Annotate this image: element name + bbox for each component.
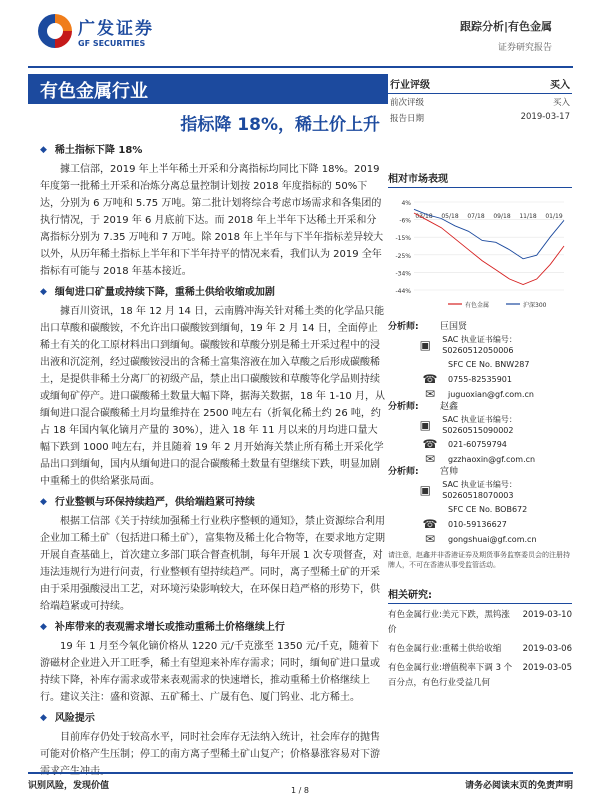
analyst-label: 分析师:	[388, 402, 419, 412]
section-heading: 风险提示	[54, 713, 95, 724]
paragraph: 根据工信部《关于持续加强稀土行业秩序整顿的通知》，禁止资源综合利用企业加工稀土矿（包括进口稀土矿），富集物及稀土化合物等，在要求地方定期开展自查基础上，首次建立多部门联合督查机制，每年开展 1 次专项督查，对违法违规行为进行问责，行业整顿有望持续趋严。同时，离子型稀土矿的开采由于采用强酸浸出工艺，对环境污染影响较大，在环保日趋严格的形势下，供给端趋紧或可持续。	[40, 516, 385, 612]
prev-rating-label: 前次评级	[390, 98, 425, 108]
y-tick-label: 4%	[401, 200, 411, 207]
section-3	[40, 494, 385, 615]
related-item[interactable]	[388, 642, 572, 657]
footer-disclaimer: 请务必阅读末页的免责声明	[464, 781, 573, 791]
section-heading: 补库带来的表观需求增长或推动重稀土价格继续上行	[54, 622, 285, 633]
section-2	[40, 284, 385, 490]
report-category: 跟踪分析|有色金属	[459, 20, 552, 33]
logo	[38, 14, 154, 48]
email-icon: ✉	[424, 451, 436, 466]
email-icon: ✉	[424, 386, 436, 401]
related-date: 2019-03-10	[522, 610, 572, 620]
section-4	[40, 619, 385, 706]
related-title[interactable]: 有色金属行业:重稀土供给收缩	[388, 644, 502, 654]
report-type: 证券研究报告	[497, 43, 552, 53]
analyst-email[interactable]: juguoxian@gf.com.cn	[448, 389, 534, 399]
prev-rating-row	[388, 94, 572, 110]
bullet-icon: ◆	[40, 287, 47, 297]
analyst-label: 分析师:	[388, 322, 419, 332]
footer-slogan: 识别风险，发现价值	[28, 781, 110, 791]
industry-banner: 有色金属行业	[28, 74, 388, 104]
analyst-name: 宫帅	[440, 467, 459, 477]
related-item[interactable]	[388, 661, 572, 691]
paragraph: 19 年 1 月至今氧化镝价格从 1220 元/千克涨至 1350 元/千克，随着下游磁材企业进入开工旺季，稀土有望迎来补库存需求；同时，缅甸矿进口量或持续下降，补库存需求或带来表观需求的快速增长，推动重稀土价格继续上行。建议关注：盛和资源、五矿稀土、广晟有色、厦门钨业、北方稀土。	[40, 641, 380, 703]
rating-header	[388, 74, 572, 94]
market-heading: 相对市场表现	[388, 170, 572, 188]
disclaimer-note: 请注意，赵鑫并非香港证券及期货事务监察委员会的注册持牌人，不可在香港从事受监管活动。	[388, 551, 570, 569]
analyst-sfc: SFC CE No. BOB672	[448, 504, 528, 514]
logo-en: GF SECURITIES	[78, 39, 146, 48]
analyst-block	[388, 322, 572, 570]
header-divider	[28, 66, 573, 68]
logo-mark-icon	[38, 14, 72, 48]
legend-label: 有色金属	[465, 302, 490, 309]
bullet-icon: ◆	[40, 713, 47, 723]
related-item[interactable]	[388, 608, 572, 638]
related-date: 2019-03-05	[522, 663, 572, 673]
report-date-row	[388, 110, 572, 126]
analyst-name: 赵鑫	[440, 402, 459, 412]
chart-svg	[388, 194, 572, 314]
analyst-phone: 0755-82535901	[448, 374, 512, 384]
page-header	[0, 0, 600, 64]
paragraph: 目前库存仍处于较高水平，同时社会库存无法纳入统计，社会库存的抛售可能对价格产生压制；停工的南方离子型稀土矿山复产；价格暴涨容易对下游需求产生冲击。	[40, 732, 380, 777]
bullet-icon: ◆	[40, 145, 47, 155]
analyst-label: 分析师:	[388, 467, 419, 477]
x-tick-label: 01/19	[545, 213, 563, 220]
phone-icon: ☎	[422, 436, 438, 451]
related-title[interactable]: 有色金属行业:增值税率下调 3 个百分点，有色行业受益几何	[388, 663, 513, 688]
id-card-icon: ▣	[419, 417, 432, 432]
analyst-email[interactable]: gongshuai@gf.com.cn	[448, 534, 537, 544]
x-tick-label: 03/18	[415, 213, 433, 220]
paragraph: 據工信部，2019 年上半年稀土开采和分离指标均同比下降 18%。2019 年度第一批稀土开采和冶炼分离总量控制计划按 2018 年度指标的 50%下达，分别为 6 万吨和 5.75 万吨。第二批计划将综合考虑市场需求和各集团的执行情况，于 2019 年 6 月底前下达。而 2018 年上半年下达稀土开采和分离指标分别为 7.35 万吨和 7 万吨。除 2018 年上半年与下半年指标差异较大以外，从历年稀土指标上半年和下半年持平的情况来看，我们认为 2019 全年指标有可能与 2018 年基本接近。	[40, 164, 384, 277]
prev-rating-value: 买入	[552, 98, 570, 108]
y-tick-label: -15%	[395, 235, 411, 243]
analyst-email[interactable]: gzzhaoxin@gf.com.cn	[448, 454, 536, 464]
logo-cn: 广发证券	[78, 19, 154, 39]
x-tick-label: 07/18	[467, 213, 485, 220]
rating-label: 行业评级	[390, 80, 430, 91]
section-heading: 缅甸进口矿量或持续下降，重稀土供给收缩或加剧	[54, 287, 275, 298]
y-tick-label: -6%	[399, 217, 411, 225]
section-heading: 行业整顿与环保持续趋严，供给端趋紧可持续	[54, 497, 255, 508]
bullet-icon: ◆	[40, 497, 47, 507]
legend-label: 沪深300	[523, 302, 547, 309]
y-tick-label: -34%	[395, 270, 411, 278]
report-title: 指标降 18%，稀土价上升	[180, 115, 380, 135]
id-card-icon: ▣	[419, 337, 432, 352]
x-tick-label: 11/18	[519, 213, 537, 220]
analyst-sfc: SFC CE No. BNW287	[448, 359, 530, 369]
section-heading: 稀土指标下降 18%	[54, 145, 143, 156]
phone-icon: ☎	[422, 371, 438, 386]
sidebar	[388, 74, 572, 691]
page-number: 1 / 8	[291, 786, 309, 795]
x-tick-label: 09/18	[493, 213, 511, 220]
analyst-sac: SAC 执业证书编号：S0260518070003	[442, 480, 517, 500]
analyst-name: 巨国贤	[440, 322, 468, 332]
analyst-sac: SAC 执业证书编号：S0260515090002	[442, 415, 517, 435]
related-date: 2019-03-06	[522, 644, 572, 654]
analyst-phone: 010-59136627	[448, 519, 507, 529]
id-card-icon: ▣	[419, 482, 432, 497]
relative-performance-chart	[388, 194, 572, 314]
related-title[interactable]: 有色金属行业:美元下跌，黑钨涨价	[388, 610, 510, 635]
y-tick-label: -25%	[395, 252, 411, 260]
section-5	[40, 710, 385, 780]
analyst-phone: 021-60759794	[448, 439, 507, 449]
y-tick-label: -44%	[395, 288, 411, 295]
report-date-label: 报告日期	[390, 114, 425, 124]
series-line-1	[414, 209, 564, 258]
bullet-icon: ◆	[40, 622, 47, 632]
phone-icon: ☎	[422, 516, 438, 531]
section-1	[40, 142, 385, 280]
report-date-value: 2019-03-17	[520, 112, 570, 122]
paragraph: 據百川资讯，18 年 12 月 14 日，云南腾冲海关针对稀土类的化学品只能出口草酸和碳酸铵，不允许出口碳酸铵到缅甸，19 年 2 月 14 日，全面停止稀土有关的化工原材料出口到缅甸。碳酸铵和草酸分别是稀土开采过程中的浸出液和沉淀剂，经过碳酸铵浸出的含稀土富集溶液在加入草酸之后形成碳酸稀土，是提供非稀土分离厂的初级产品，禁止出口碳酸铵和草酸等化学品则持续或缅甸矿停产。进口碳酸稀土数量大幅下降，据海关数据，18 年 1-10 月，从缅甸进口混合碳酸稀土月均量维持在 2500 吨左右（折氧化稀土约 26 吨，约占 18 年国内氧化镝月产量的 30%），进入 18 年 11 月以来的月均进口量大幅下跌到 1000 吨左右，并且随着 19 年 2 月开始海关禁止所有稀土开采化学品出口到缅甸，国内从缅甸进口的混合碳酸稀土数量有望继续下跌，明显加剧中重稀土的供给紧张局面。	[40, 306, 385, 487]
email-icon: ✉	[424, 531, 436, 546]
related-heading: 相关研究:	[388, 586, 572, 604]
main-content	[40, 140, 385, 784]
x-tick-label: 05/18	[441, 213, 459, 220]
analyst-sac: SAC 执业证书编号：S0260512050006	[442, 335, 517, 355]
rating-value: 买入	[550, 80, 570, 91]
